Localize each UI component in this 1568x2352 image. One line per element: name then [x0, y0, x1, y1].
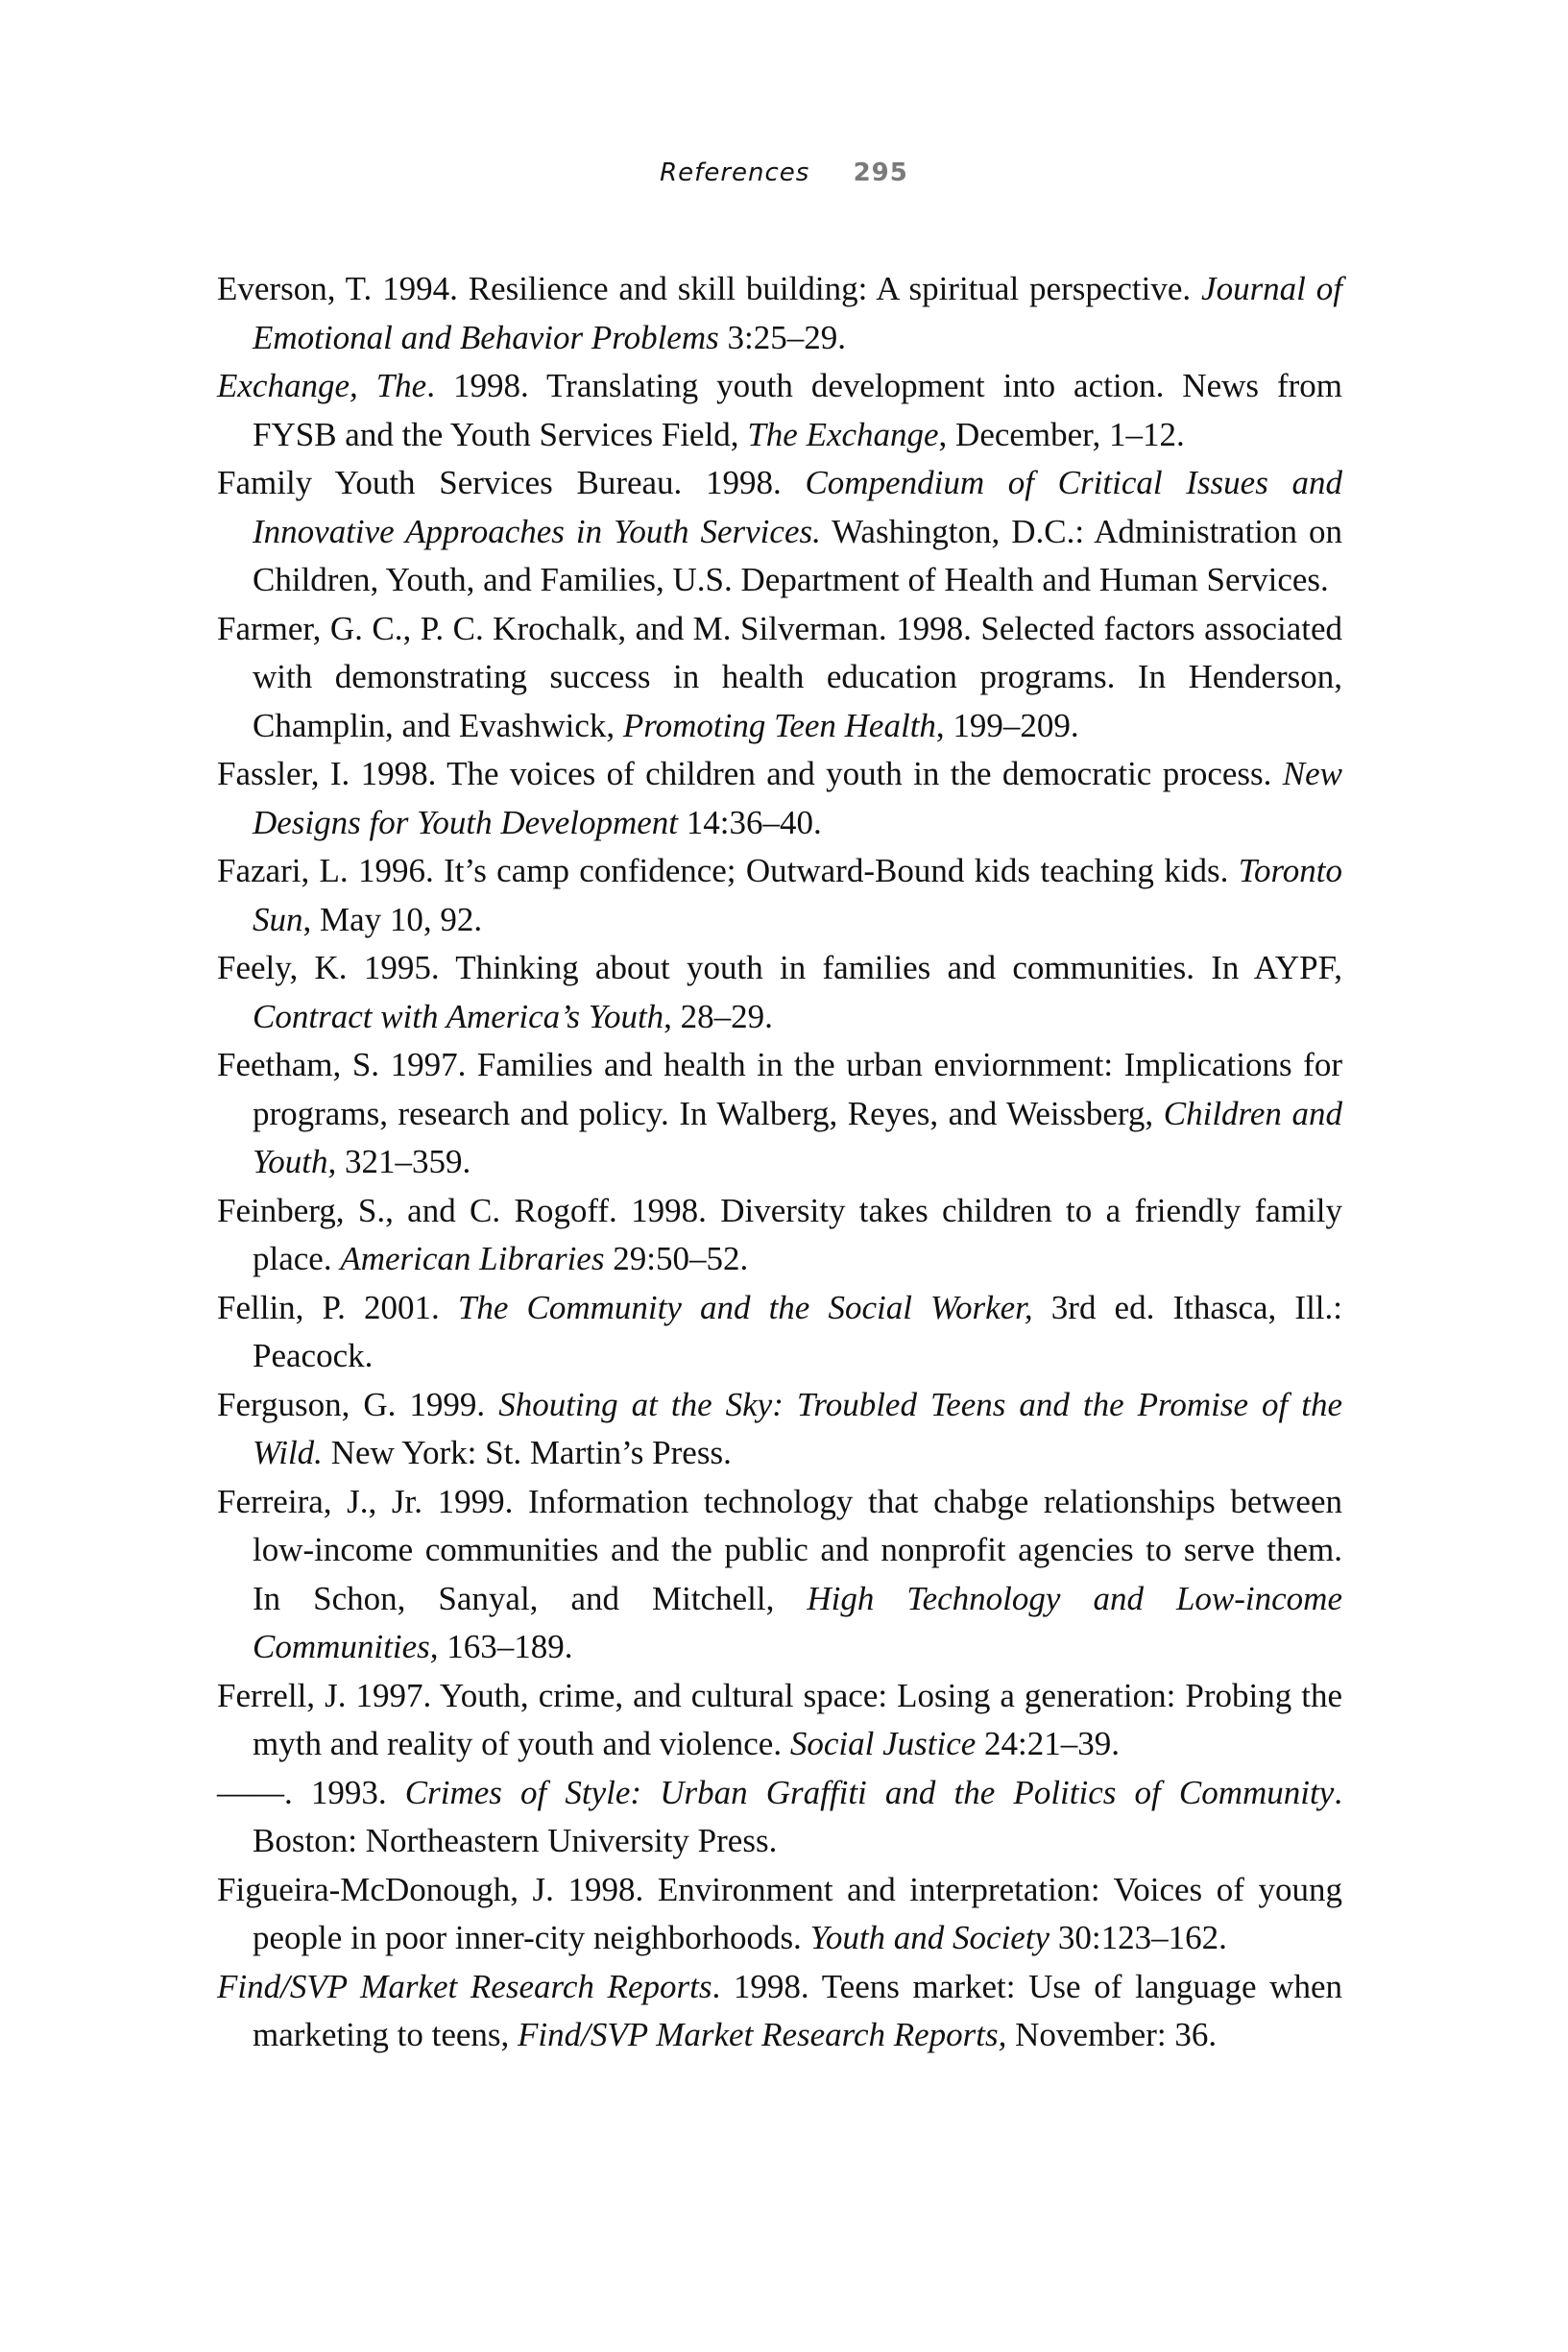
reference-italic-title: Youth and Society — [809, 1919, 1050, 1956]
reference-text: 321–359. — [336, 1143, 471, 1180]
reference-entry — [217, 1769, 1342, 1866]
reference-italic-title: Children and Youth, — [253, 1094, 1342, 1180]
page-number: 295 — [853, 158, 908, 187]
reference-text: 24:21–39. — [976, 1725, 1120, 1762]
reference-entry — [217, 265, 1342, 362]
reference-text: . 1998. Translating youth development into action. News from FYSB and the Youth Services Field, — [253, 367, 1343, 453]
reference-entry — [217, 750, 1342, 847]
reference-text: Ferguson, G. 1999. — [217, 1385, 499, 1423]
reference-entry — [217, 944, 1342, 1041]
reference-italic-title: Social Justice — [789, 1725, 977, 1762]
reference-text: Everson, T. 1994. Resilience and skill building: A spiritual perspective. — [217, 270, 1202, 307]
reference-text: November: 36. — [1006, 2016, 1218, 2053]
reference-text: , 28–29. — [663, 997, 773, 1035]
reference-list — [217, 265, 1342, 2060]
reference-italic-title: The Exchange — [747, 415, 939, 453]
reference-italic-title: Exchange, The — [217, 367, 427, 404]
reference-italic-title: Contract with America’s Youth — [253, 997, 664, 1035]
reference-text: Farmer, G. C., P. C. Krochalk, and M. Silverman. 1998. Selected factors associated with demonstrating success in health education programs. In Henderson, Champlin, and Evashwick, — [217, 609, 1342, 744]
reference-text: Fellin, P. 2001. — [217, 1288, 458, 1326]
reference-text: 29:50–52. — [604, 1240, 749, 1277]
reference-entry — [217, 1866, 1342, 1963]
reference-text: Fazari, L. 1996. It’s camp confidence; Outward-Bound kids teaching kids. — [217, 852, 1239, 889]
reference-text: ——. 1993. — [217, 1773, 405, 1811]
section-label: References — [660, 158, 810, 187]
reference-text: 3:25–29. — [718, 318, 846, 356]
reference-text: , May 10, 92. — [302, 900, 483, 938]
reference-entry — [217, 362, 1342, 459]
reference-entry — [217, 459, 1342, 605]
reference-text: Ferreira, J., Jr. 1999. Information technology that chabge relationships between low-income communities and the public and nonprofit agencies to serve them. In Schon, Sanyal, and Mitchell, — [217, 1482, 1342, 1617]
reference-text: 30:123–162. — [1049, 1919, 1227, 1956]
reference-italic-title: American Libraries — [340, 1240, 605, 1277]
reference-text: . 1998. Teens market: Use of language when marketing to teens, — [253, 1967, 1342, 2053]
reference-italic-title: The Community and the Social Worker, — [457, 1288, 1033, 1326]
reference-entry — [217, 847, 1342, 944]
reference-text: Family Youth Services Bureau. 1998. — [217, 464, 806, 501]
reference-text: Fassler, I. 1998. The voices of children and youth in the democratic process. — [217, 755, 1283, 792]
reference-entry — [217, 1672, 1342, 1769]
reference-text: Figueira-McDonough, J. 1998. Environment and interpretation: Voices of young people in poor inner-city neighborhoods. — [217, 1870, 1342, 1956]
reference-text: , 199–209. — [935, 706, 1079, 744]
reference-italic-title: Find/SVP Market Research Reports, — [518, 2016, 1007, 2053]
reference-entry — [217, 1284, 1342, 1381]
reference-text: Feely, K. 1995. Thinking about youth in families and communities. In AYPF, — [217, 949, 1342, 986]
reference-text: Washington, D.C.: Administration on Children, Youth, and Families, U.S. Department of Health and Human Services. — [253, 512, 1342, 598]
reference-italic-title: Promoting Teen Health — [622, 706, 936, 744]
running-head — [0, 154, 1568, 192]
reference-italic-title: Shouting at the Sky: Troubled Teens and the Promise of the Wild. — [253, 1385, 1343, 1471]
reference-text: , December, 1–12. — [938, 415, 1185, 453]
reference-text: 3rd ed. Ithasca, Ill.: Peacock. — [253, 1288, 1342, 1374]
reference-entry — [217, 1041, 1342, 1187]
reference-entry — [217, 1478, 1342, 1672]
reference-text: . Boston: Northeastern University Press. — [253, 1773, 1342, 1859]
reference-italic-title: Toronto Sun — [253, 852, 1342, 938]
reference-text: Feinberg, S., and C. Rogoff. 1998. Diversity takes children to a friendly family place. — [217, 1191, 1342, 1277]
reference-text: 14:36–40. — [678, 803, 822, 841]
reference-text: New York: St. Martin’s Press. — [322, 1434, 732, 1471]
reference-italic-title: Find/SVP Market Research Reports — [217, 1967, 712, 2005]
reference-entry — [217, 1187, 1342, 1284]
reference-entry — [217, 1381, 1342, 1478]
reference-text: 163–189. — [438, 1628, 573, 1665]
reference-italic-title: Compendium of Critical Issues and Innovative Approaches in Youth Services. — [253, 464, 1343, 550]
reference-italic-title: New Designs for Youth Development — [253, 755, 1342, 841]
reference-text: Feetham, S. 1997. Families and health in the urban enviornment: Implications for programs, research and policy. In Walberg, Reyes, and Weissberg, — [217, 1046, 1342, 1132]
reference-entry — [217, 605, 1342, 751]
reference-italic-title: High Technology and Low-income Communities, — [253, 1579, 1342, 1665]
reference-italic-title: Journal of Emotional and Behavior Problems — [253, 270, 1343, 356]
reference-italic-title: Crimes of Style: Urban Graffiti and the Politics of Community — [404, 1773, 1335, 1811]
reference-text: Ferrell, J. 1997. Youth, crime, and cultural space: Losing a generation: Probing the myth and reality of youth and violence. — [217, 1676, 1342, 1762]
reference-entry — [217, 1963, 1342, 2060]
